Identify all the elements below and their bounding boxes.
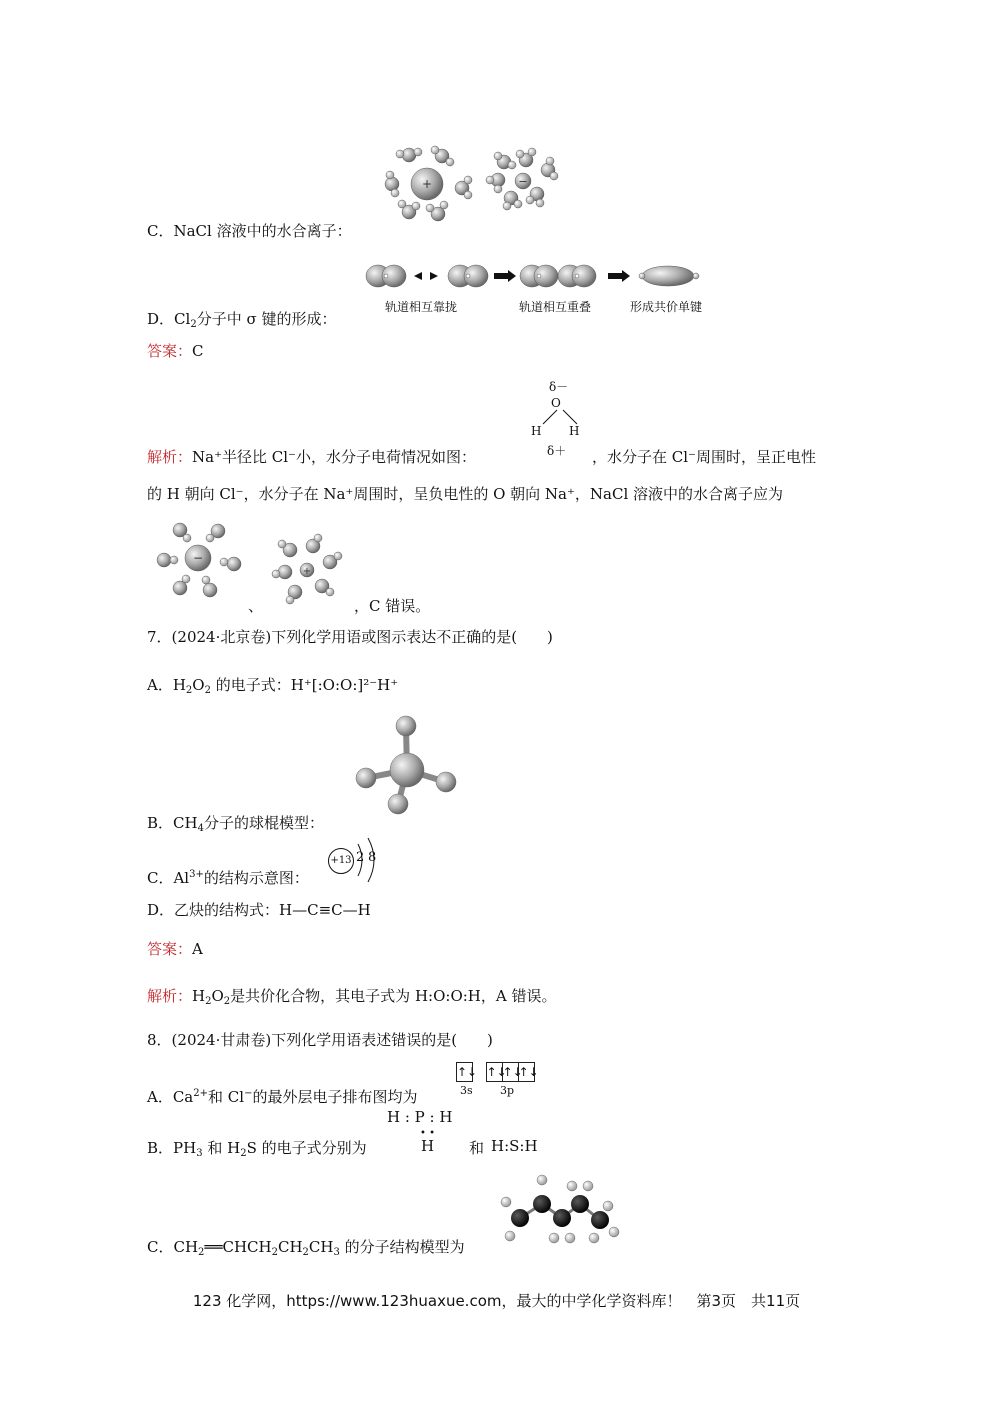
al-shell-2: 8: [368, 850, 377, 865]
q8-stem: 8．(2024·甘肃卷)下列化学用语表述错误的是( ): [147, 1031, 493, 1049]
q8-option-a: A．$Ca^{2+}$和 Cl−的最外层电子排布图均为: [147, 1088, 418, 1106]
sigma-caption-1: 轨道相互靠拢: [385, 300, 458, 314]
q7-stem: 7．(2024·北京卷)下列化学用语或图示表达不正确的是( ): [147, 628, 553, 646]
ch4-ball-stick-model: [350, 712, 466, 816]
hydrated-ions-figure-1: [380, 142, 570, 224]
al-ion-structure-diagram: [328, 836, 388, 886]
water-charge-figure: δ－ O H H δ＋: [531, 380, 580, 458]
analysis-1-line-1b: ，水分子在 Cl⁻周围时，呈正电性: [592, 448, 816, 466]
svg-text:−: −: [192, 551, 204, 565]
sigma-caption-3: 形成共价单键: [630, 300, 703, 314]
al-nucleus: +13: [328, 848, 354, 874]
al-shell-1: 2: [356, 850, 365, 865]
answer-1: 答案：C: [147, 342, 204, 360]
svg-text:+: +: [302, 566, 312, 577]
sigma-caption-2: 轨道相互重叠: [519, 300, 592, 314]
option-c-label: C．NaCl 溶液中的水合离子：: [147, 222, 352, 240]
analysis-2: 解析：$H_2O_2$是共价化合物，其电子式为 H:O:O:H，A 错误。: [147, 987, 557, 1007]
hydrated-ions-figure-2: [150, 516, 350, 606]
q8-option-b: B．$PH_3$ 和 $H_2S$ 的电子式分别为: [147, 1139, 367, 1159]
ph3-lone-pair: • •: [420, 1128, 435, 1139]
h2s-electron: H:S:H: [491, 1137, 538, 1155]
sigma-bond-figure: [364, 262, 714, 290]
page-footer: 123 化学网，https://www.123huaxue.com，最大的中学化学资料库！ 第3页 共11页: [192, 1292, 801, 1310]
analysis-1-line-2: 的 H 朝向 Cl⁻，水分子在 Na⁺周围时，呈负电性的 O 朝向 Na⁺，NaCl 溶液中的水合离子应为: [147, 485, 784, 503]
q7-option-a: A．$H_2O_2$ 的电子式：H⁺[:O:O:]²⁻H⁺: [147, 676, 399, 696]
option-d-label: D．$Cl_2$分子中 σ 键的形成：: [147, 310, 337, 330]
analysis-1-line-1: 解析：Na⁺半径比 Cl⁻小，水分子电荷情况如图：: [147, 448, 476, 466]
orbital-3s-label: 3s: [460, 1084, 473, 1097]
q7-option-b: B．$CH_4$分子的球棍模型：: [147, 814, 324, 834]
butene-molecule-model: [496, 1166, 626, 1248]
orbital-diagram: ↑↓ ↑↓↑↓↑↓ 3s 3p: [456, 1062, 534, 1096]
ph3-electron-top: H : P : H: [387, 1108, 453, 1126]
q8-option-b-and: 和: [469, 1139, 485, 1157]
svg-text:−: −: [518, 175, 528, 188]
q7-option-c: C．$Al^{3+}$的结构示意图：: [147, 869, 309, 887]
q8-option-c: C．$CH_2══CHCH_2CH_2CH_3$ 的分子结构模型为: [147, 1238, 465, 1258]
orbital-3p-label: 3p: [500, 1084, 515, 1097]
answer-2: 答案：A: [147, 940, 203, 958]
ph3-electron-bottom: H: [421, 1137, 435, 1155]
q7-option-d: D．乙炔的结构式：H—C≡C—H: [147, 901, 371, 919]
analysis-1-sep: 、: [248, 597, 264, 615]
svg-text:+: +: [421, 177, 433, 191]
analysis-1-end: ，C 错误。: [354, 597, 431, 615]
